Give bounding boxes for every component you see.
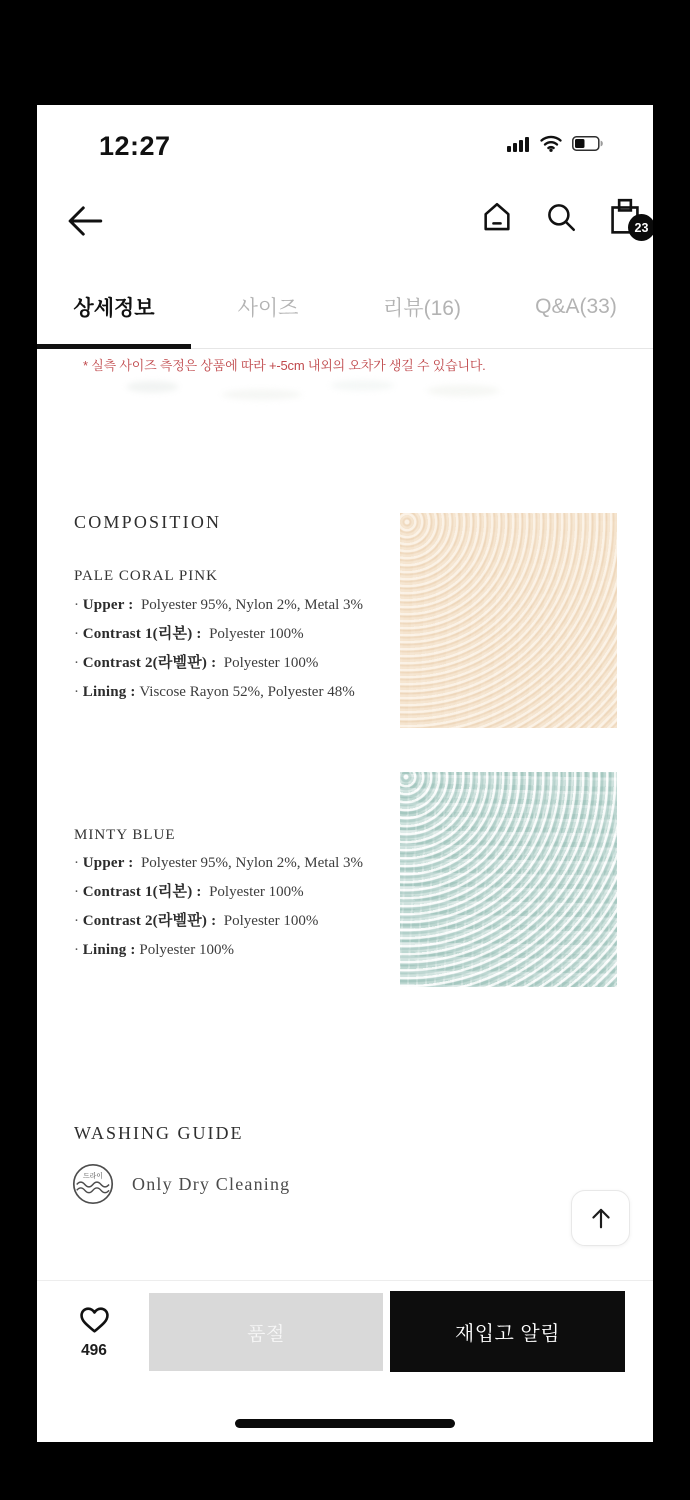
washing-method: [72, 1163, 290, 1205]
back-arrow-icon: [64, 200, 106, 242]
sold-out-button[interactable]: 품절: [149, 1293, 383, 1371]
status-time: 12:27: [99, 131, 171, 161]
battery-icon: [572, 136, 603, 156]
washing-method-label: Only Dry Cleaning: [132, 1173, 291, 1194]
tab-reviews[interactable]: 리뷰(16): [383, 296, 461, 320]
composition-row: · Lining : Viscose Rayon 52%, Polyester 48%: [74, 678, 404, 707]
composition-title: COMPOSITION: [74, 512, 222, 532]
nav-bar: [37, 189, 653, 253]
status-bar: [37, 125, 653, 165]
cart-button[interactable]: [607, 197, 649, 237]
tab-detail-info[interactable]: 상세정보: [37, 265, 191, 348]
restock-alert-button[interactable]: 재입고 알림: [390, 1291, 625, 1372]
search-button[interactable]: [543, 197, 579, 237]
composition-row: · Lining : Polyester 100%: [74, 936, 404, 965]
arrow-up-icon: [588, 1205, 614, 1231]
phone-screen: [37, 105, 653, 1442]
search-icon: [544, 200, 578, 234]
cart-count-badge: 23: [628, 214, 653, 241]
composition-row: · Contrast 1(리본) : Polyester 100%: [74, 620, 404, 649]
composition-row: · Contrast 2(라벨판) : Polyester 100%: [74, 907, 404, 936]
colorway-name-pale-coral-pink: PALE CORAL PINK: [74, 568, 218, 584]
scroll-to-top-button[interactable]: [571, 1190, 630, 1246]
composition-rows-minty-blue: [74, 849, 404, 965]
home-indicator-handle[interactable]: [235, 1419, 455, 1428]
dry-cleaning-icon: [72, 1163, 114, 1205]
tab-qna[interactable]: Q&A(33): [535, 294, 617, 318]
back-button[interactable]: [64, 200, 106, 242]
washing-guide-title: WASHING GUIDE: [74, 1123, 244, 1143]
minty-blue-tweed-swatch: [400, 772, 617, 987]
colorway-name-minty-blue: MINTY BLUE: [74, 827, 176, 843]
bottom-action-bar: [37, 1280, 653, 1442]
pale-coral-pink-tweed-swatch: [400, 513, 617, 728]
composition-row: · Contrast 1(리본) : Polyester 100%: [74, 878, 404, 907]
tab-bar: [37, 265, 653, 349]
composition-row: · Contrast 2(라벨판) : Polyester 100%: [74, 649, 404, 678]
composition-row: · Upper : Polyester 95%, Nylon 2%, Metal 3%: [74, 849, 404, 878]
home-button[interactable]: [479, 197, 515, 237]
svg-text:드라이: 드라이: [83, 1173, 103, 1181]
composition-row: · Upper : Polyester 95%, Nylon 2%, Metal 3%: [74, 591, 404, 620]
faint-image-remnant: [102, 379, 522, 405]
wifi-icon: [539, 135, 563, 157]
like-count: 496: [81, 1342, 107, 1359]
composition-rows-pale-coral-pink: [74, 591, 404, 707]
heart-icon: [78, 1303, 111, 1334]
like-button[interactable]: [73, 1303, 115, 1360]
cellular-signal-icon: [507, 136, 530, 157]
home-icon: [480, 200, 514, 234]
tab-size[interactable]: 사이즈: [237, 296, 299, 320]
size-notice: * 실측 사이즈 측정은 상품에 따라 +-5cm 내외의 오차가 생길 수 있습니다.: [83, 358, 486, 373]
